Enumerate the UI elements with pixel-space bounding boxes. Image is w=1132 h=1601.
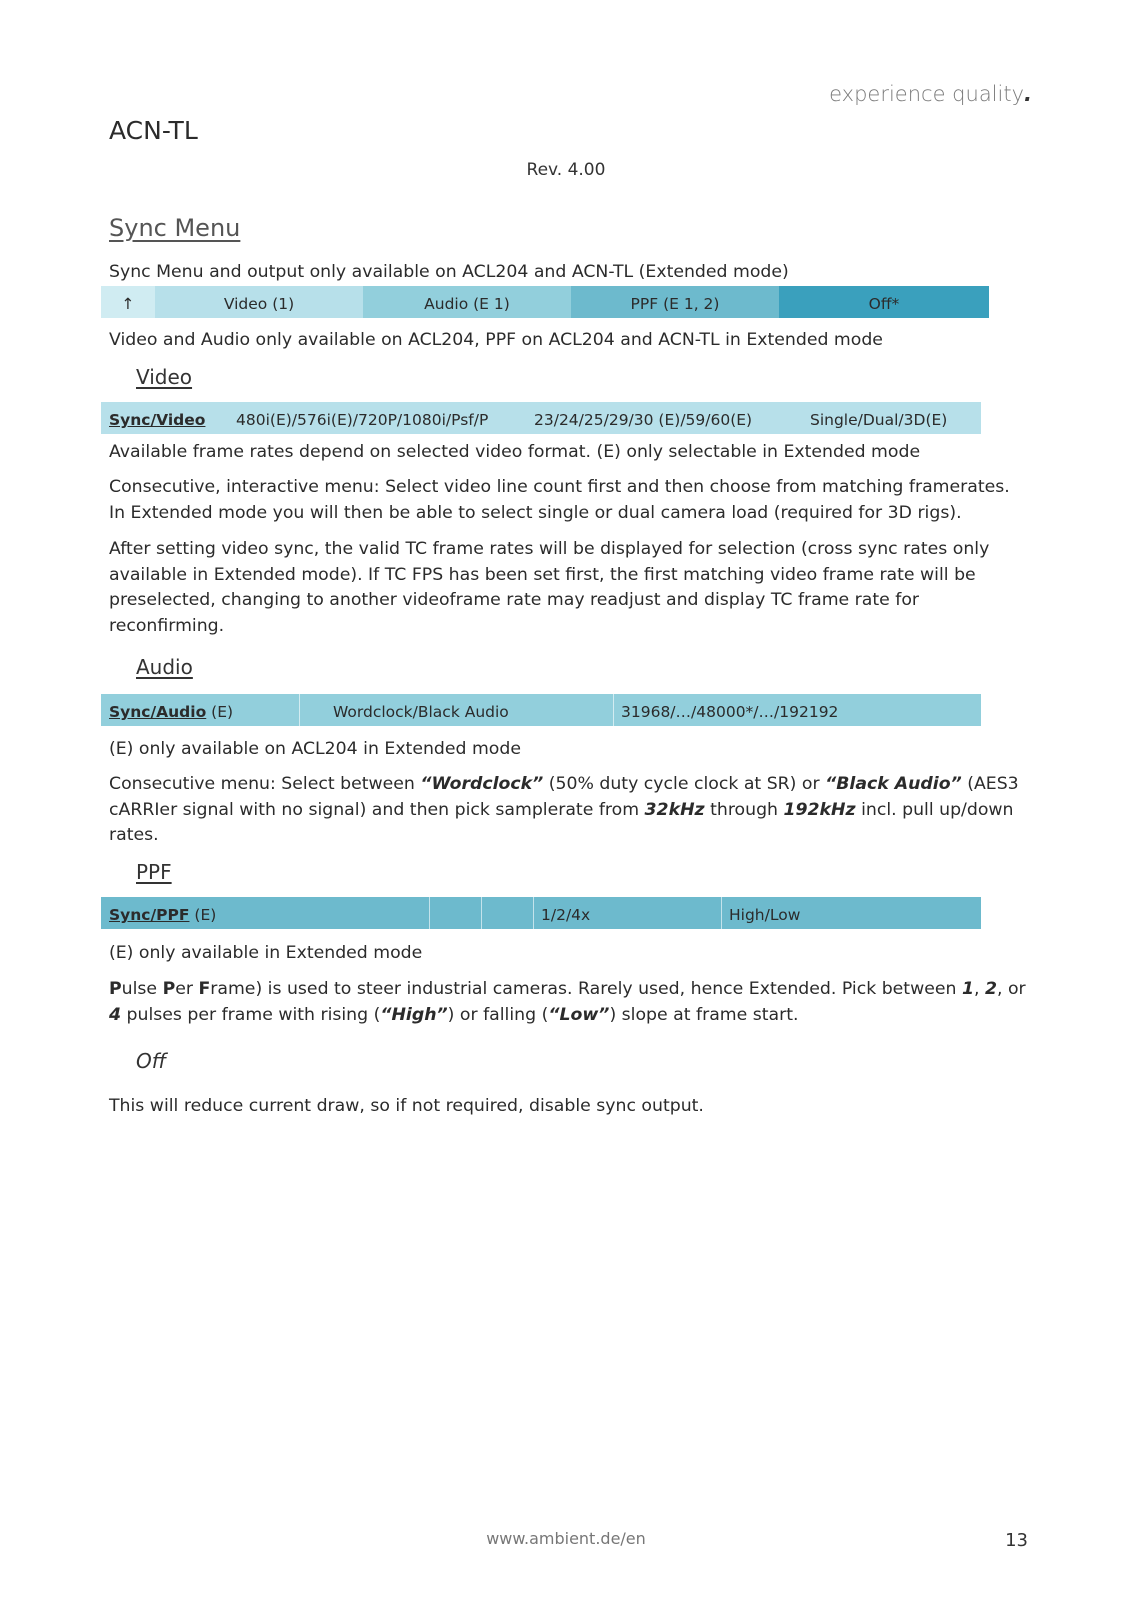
- audio-samplerate-options: 31968/…/48000*/…/192192: [621, 703, 839, 721]
- ppf-pulse-options: 1/2/4x: [541, 906, 591, 924]
- sync-audio-key: Sync/Audio: [109, 703, 207, 721]
- ppf-slope-options: High/Low: [729, 906, 801, 924]
- document-title: ACN-TL: [109, 116, 198, 145]
- video-paragraph-1: Available frame rates depend on selected video format. (E) only selectable in Extended mode: [109, 442, 921, 462]
- sync-video-key: Sync/Video: [109, 411, 206, 429]
- tagline-dot: .: [1024, 82, 1032, 106]
- revision: Rev. 4.00: [526, 160, 606, 180]
- tagline: experience quality.: [829, 82, 1032, 106]
- audio-paragraph-2: Consecutive menu: Select between “Wordclock” (50% duty cycle clock at SR) or “Black Audio” (AES3 cARRIer signal with no signal) and then pick samplerate from 32kHz through 192kHz incl. pull up/down rates.: [109, 774, 1019, 845]
- menu-item-audio[interactable]: Audio (E 1): [363, 286, 571, 318]
- sync-ppf-key-cell: Sync/PPF (E): [109, 906, 217, 924]
- video-format-options: 480i(E)/576i(E)/720P/1080i/Psf/P: [236, 411, 489, 429]
- ppf-paragraph-1: (E) only available in Extended mode: [109, 943, 423, 963]
- menu-item-video[interactable]: Video (1): [155, 286, 363, 318]
- video-heading: Video: [136, 365, 193, 389]
- ppf-paragraph-2: Pulse Per Frame) is used to steer industrial cameras. Rarely used, hence Extended. Pick between 1, 2, or 4 pulses per frame with rising (“High”) or falling (“Low”) slope at frame start.: [109, 979, 1026, 1025]
- sync-ppf-key: Sync/PPF: [109, 906, 190, 924]
- menu-note: Video and Audio only available on ACL204, PPF on ACL204 and ACN-TL in Extended mode: [109, 330, 883, 350]
- audio-sync-row: [101, 694, 981, 726]
- ppf-sync-row: [101, 897, 981, 929]
- video-paragraph-3: After setting video sync, the valid TC frame rates will be displayed for selection (cross sync rates only available in Extended mode). If TC FPS has been set first, the first matching video frame rate will be preselected, changing to another videoframe rate may readjust and display TC frame rate for reconfirming.: [109, 539, 990, 636]
- footer-url[interactable]: www.ambient.de/en: [486, 1529, 646, 1548]
- audio-paragraph-1: (E) only available on ACL204 in Extended mode: [109, 739, 521, 759]
- video-paragraph-2: Consecutive, interactive menu: Select video line count first and then choose from matching framerates. In Extended mode you will then be able to select single or dual camera load (required for 3D rigs).: [109, 477, 1010, 523]
- video-framerate-options: 23/24/25/29/30 (E)/59/60(E): [534, 411, 753, 429]
- video-sync-row: [101, 402, 981, 434]
- sync-menu-bar: [101, 286, 989, 318]
- audio-heading: Audio: [136, 655, 193, 679]
- video-camera-load-options: Single/Dual/3D(E): [810, 411, 948, 429]
- section-title: Sync Menu: [109, 214, 241, 242]
- sync-audio-key-cell: Sync/Audio (E): [109, 703, 234, 721]
- page-number: 13: [1005, 1530, 1028, 1551]
- ppf-heading: PPF: [136, 860, 172, 884]
- off-heading: Off: [136, 1049, 167, 1073]
- audio-source-options: Wordclock/Black Audio: [333, 703, 509, 721]
- menu-item-off[interactable]: Off*: [779, 286, 989, 318]
- menu-item-ppf[interactable]: PPF (E 1, 2): [571, 286, 779, 318]
- back-arrow-icon[interactable]: ↑: [101, 286, 155, 318]
- section-intro: Sync Menu and output only available on ACL204 and ACN-TL (Extended mode): [109, 262, 789, 282]
- off-paragraph: This will reduce current draw, so if not required, disable sync output.: [109, 1096, 704, 1116]
